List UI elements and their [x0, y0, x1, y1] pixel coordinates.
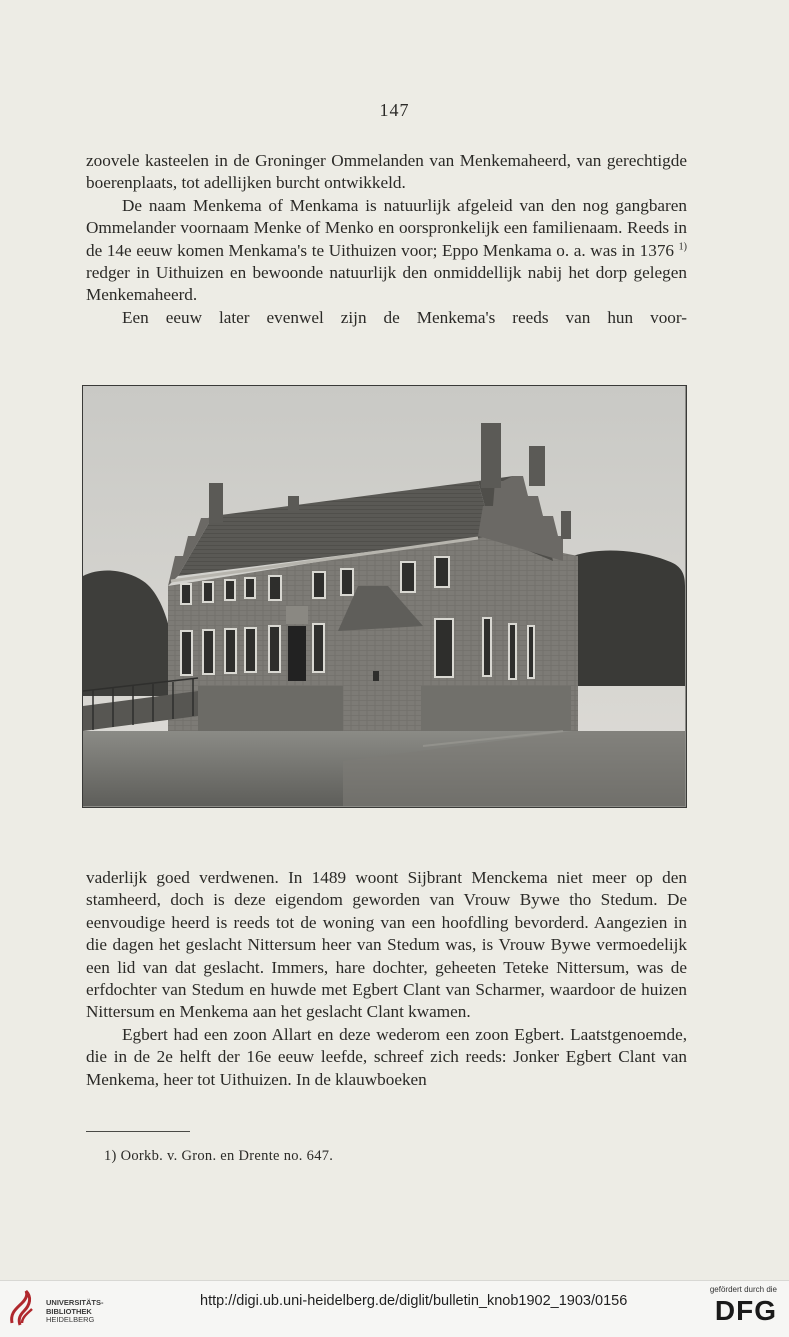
paragraph-3: Een eeuw later evenwel zijn de Menkema's reeds van hun voor- — [122, 307, 687, 327]
footnote: 1) Oorkb. v. Gron. en Drente no. 647. — [104, 1148, 334, 1164]
library-name-line3: HEIDELBERG — [46, 1315, 95, 1325]
text-block-top — [86, 150, 687, 329]
paragraph-4: vaderlijk goed verdwenen. In 1489 woont Sijbrant Menckema niet meer op den stamheerd, doch is deze eigendom geworden van Vrouw Bywe tho Stedum. De eenvoudige heerd is reeds tot de woning van een hoofdling bevorderd. Aangezien in die dagen het geslacht Nittersum heer van Stedum was, is Vrouw Bywe vermoedelijk een lid van dat geslacht. Immers, hare dochter, geheeten Teteke Nittersum, was de erfdochter van Stedum en huwde met Egbert Clant van Scharmer, waardoor de huizen Nittersum en Menkema aan het geslacht Clant kwamen. — [86, 868, 687, 1022]
castle-photograph — [82, 385, 687, 808]
page-number: 147 — [379, 100, 410, 120]
library-name-line1: UNIVERSITÄTS- — [46, 1298, 104, 1307]
text-block-bottom — [86, 867, 687, 1091]
paragraph-5: Egbert had een zoon Allart en deze wederom een zoon Egbert. Laatstgenoemde, die in de 2e helft der 16e eeuw leefde, schreef zich reeds: Jonker Egbert Clant van Menkema, heer tot Uithuizen. In de klauwboeken — [86, 1024, 687, 1089]
footnote-divider — [86, 1131, 190, 1132]
permalink-url[interactable]: http://digi.ub.uni-heidelberg.de/diglit/bulletin_knob1902_1903/0156 — [200, 1293, 628, 1309]
paragraph-2: De naam Menkema of Menkama is natuurlijk afgeleid van den nog gangbaren Ommelander voornaam Menke of Menko en oorspronkelijk een familienaam. Reeds in de 14e eeuw komen Menkama's te Uithuizen voor; Eppo Menkama o. a. was in 1376 $^{1)}$ redger in Uithuizen en bewoonde natuurlijk den onmiddellijk nabij het dorp gelegen Menkemaheerd. — [86, 195, 687, 305]
library-name-line2: BIBLIOTHEK — [46, 1306, 92, 1316]
paragraph-1: zoovele kasteelen in de Groninger Ommelanden van Menkemaheerd, van gerechtigde boerenplaats, tot adellijken burcht ontwikkeld. — [86, 151, 687, 193]
dfg-logo[interactable]: DFG — [714, 1295, 777, 1326]
library-emblem-icon — [8, 1289, 40, 1329]
university-library-logo[interactable] — [8, 1289, 128, 1331]
funding-note: gefördert durch die — [709, 1285, 777, 1294]
viewer-footer — [0, 1280, 789, 1337]
footnote-ref[interactable]: 1) — [678, 240, 687, 252]
